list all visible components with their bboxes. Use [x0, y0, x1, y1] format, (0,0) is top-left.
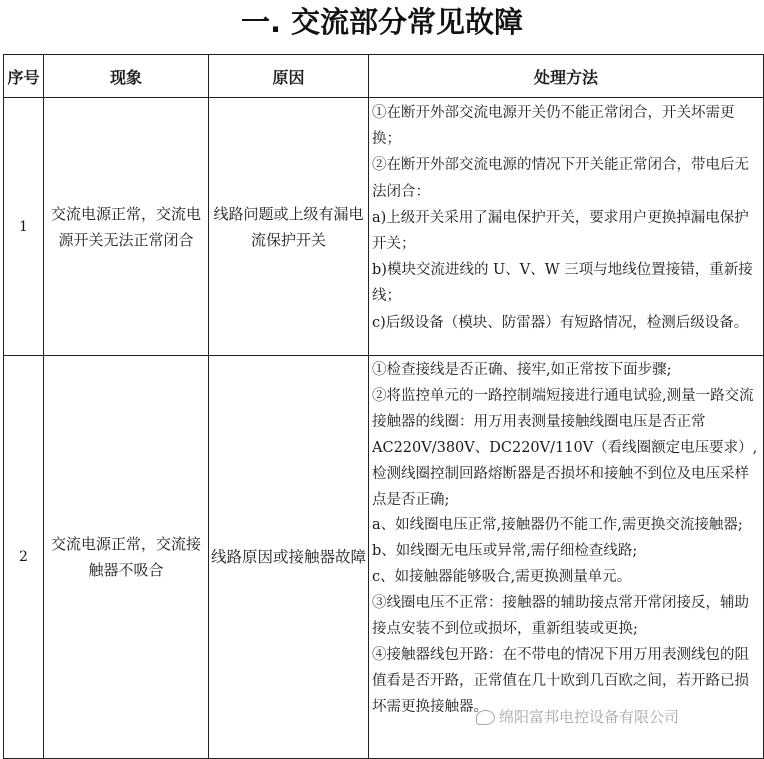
method-line: ②在断开外部交流电源的情况下开关能正常闭合，带电后无法闭合：	[372, 157, 749, 200]
row-number: 2	[4, 356, 44, 759]
header-phenomenon: 现象	[44, 55, 209, 98]
watermark-text: 绵阳富邦电控设备有限公司	[499, 708, 680, 726]
table-row	[4, 356, 764, 759]
header-cause: 原因	[209, 55, 369, 98]
method-line: c、如接触器能够吸合,需更换测量单元。	[372, 569, 632, 586]
method-line: ②将监控单元的一路控制端短接进行通电试验,测量一路交流接触器的线圈：用万用表测量接触线圈电压是否正常 AC220V/380V、DC220V/110V（看线圈额定电压要求）,检测线圈控制回路熔断器是否损坏和接触不到位及电压采样点是否正确;	[372, 387, 758, 508]
method-line: b、如线圈无电压或异常,需仔细检查线路;	[372, 543, 638, 560]
phenomenon-cell: 交流电源正常，交流接触器不吸合	[44, 356, 209, 759]
method-line: ③线圈电压不正常：接触器的辅助接点常开常闭接反，辅助接点安装不到位或损坏，重新组装或更换;	[372, 595, 749, 638]
table-row	[4, 98, 764, 356]
fault-table	[3, 54, 764, 759]
cause-cell: 线路问题或上级有漏电流保护开关	[209, 98, 369, 356]
watermark	[476, 706, 679, 727]
page-title: 一. 交流部分常见故障	[240, 5, 524, 39]
row-number: 1	[4, 98, 44, 356]
method-line: c)后级设备（模块、防雷器）有短路情况，检测后级设备。	[372, 314, 749, 331]
header-no: 序号	[4, 55, 44, 98]
cause-cell: 线路原因或接触器故障	[209, 356, 369, 759]
method-line: b)模块交流进线的 U、V、W 三项与地线位置接错，重新接线；	[372, 262, 753, 305]
table-header-row	[4, 55, 764, 98]
wechat-icon	[476, 710, 495, 725]
method-cell	[369, 98, 764, 356]
method-line: ④接触器线包开路：在不带电的情况下用万用表测线包的阻值看是否开路，正常值在几十欧到几百欧之间，若开路已损坏需更换接触器。	[372, 646, 749, 715]
phenomenon-cell: 交流电源正常，交流电源开关无法正常闭合	[44, 98, 209, 356]
header-method: 处理方法	[369, 55, 764, 98]
method-cell	[369, 356, 764, 759]
method-line: a、如线圈电压正常,接触器仍不能工作,需更换交流接触器;	[372, 517, 743, 534]
method-line: a)上级开关采用了漏电保护开关，要求用户更换掉漏电保护开关；	[372, 209, 749, 253]
method-line: ①在断开外部交流电源开关仍不能正常闭合，开关坏需更换；	[372, 105, 735, 148]
method-line: ①检查接线是否正确、接牢,如正常按下面步骤;	[372, 362, 672, 378]
